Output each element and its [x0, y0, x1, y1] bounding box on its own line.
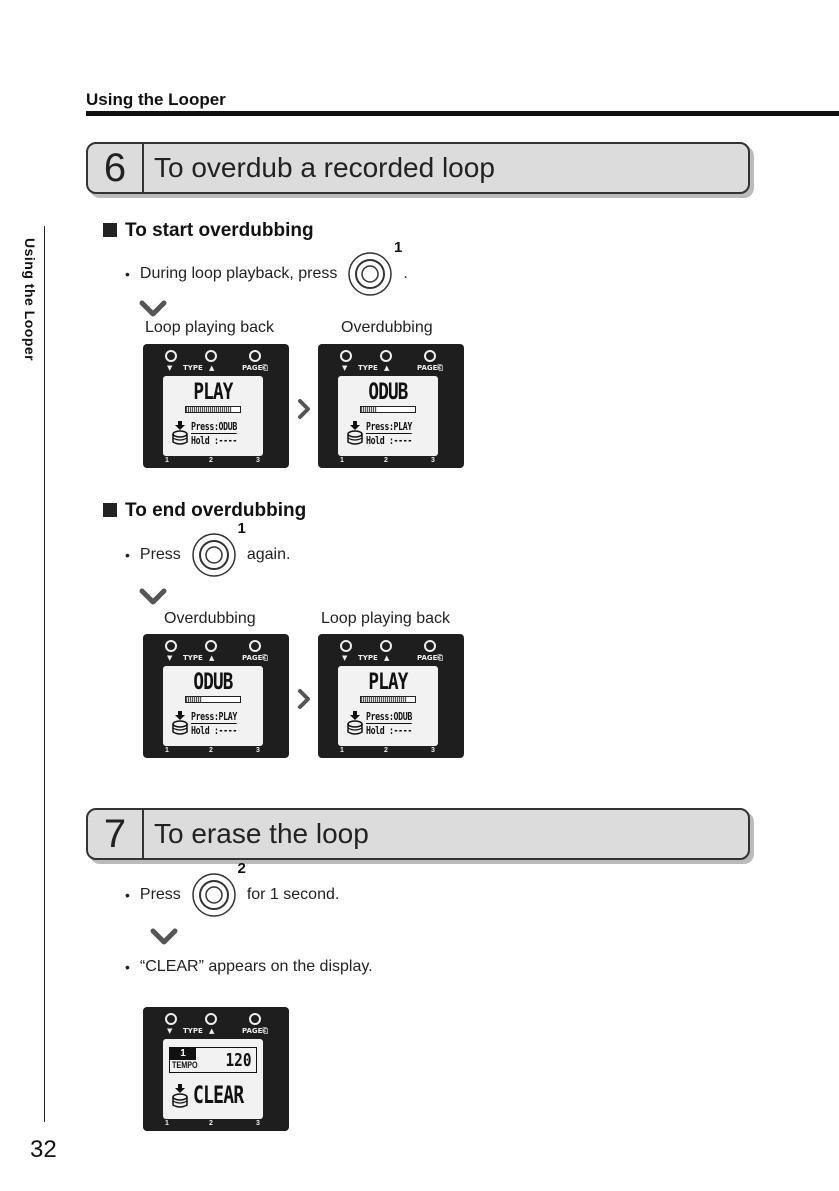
- knob-icon: [249, 350, 261, 362]
- type-label: TYPE: [358, 654, 378, 662]
- start-overdub-heading: To start overdubbing: [103, 220, 314, 242]
- end-overdub-instruction: • Press 1 again.: [125, 532, 290, 578]
- step-6-number: 6: [88, 144, 144, 192]
- clear-note: • “CLEAR” appears on the display.: [125, 958, 373, 975]
- down-arrow-label: ▼: [342, 654, 348, 662]
- section-label: Using the Looper: [86, 90, 226, 109]
- footswitch-number: 3: [256, 1120, 260, 1127]
- lcd-display-play: [318, 634, 464, 758]
- type-label: TYPE: [183, 1027, 203, 1035]
- patch-indicator: 1: [170, 1048, 196, 1060]
- end-overdub-heading: To end overdubbing: [103, 500, 306, 522]
- footswitch-number: 1: [165, 1120, 169, 1127]
- lcd-display-play: [143, 344, 289, 468]
- knob-icon: [249, 1013, 261, 1025]
- hold-action-text: Hold :----: [191, 724, 237, 737]
- looper-drum-icon: [171, 710, 189, 736]
- knob-icon: [424, 640, 436, 652]
- loop-progress-bar: [360, 406, 416, 413]
- screen-mode-text: ODUB: [368, 380, 408, 405]
- knob-icon: [424, 350, 436, 362]
- lcd-display-odub: [143, 634, 289, 758]
- chevron-right-icon: [296, 398, 312, 420]
- page-label: PAGE⎗: [242, 1027, 269, 1035]
- knob-icon: [249, 640, 261, 652]
- page-label: PAGE⎗: [242, 364, 269, 372]
- up-arrow-label: ▲: [209, 654, 215, 662]
- press-action-text: Press:PLAY: [191, 710, 237, 723]
- footswitch-number: 2: [384, 747, 388, 754]
- lcd-screen: [338, 376, 438, 456]
- knob-icon: [165, 350, 177, 362]
- looper-drum-icon: [171, 420, 189, 446]
- lcd-screen: [163, 666, 263, 746]
- footswitch-number: 2: [209, 457, 213, 464]
- tempo-box: [169, 1047, 257, 1073]
- hold-action-text: Hold :----: [191, 434, 237, 447]
- down-arrow-label: ▼: [167, 654, 173, 662]
- page-label: PAGE⎗: [417, 364, 444, 372]
- bullet-dot: •: [125, 959, 130, 975]
- footswitch-button-icon: [191, 860, 246, 918]
- square-bullet-icon: [103, 223, 117, 237]
- chevron-right-icon: [296, 688, 312, 710]
- knob-icon: [205, 640, 217, 652]
- knob-icon: [165, 1013, 177, 1025]
- up-arrow-label: ▲: [384, 654, 390, 662]
- footswitch-number: 2: [209, 1120, 213, 1127]
- bullet-dot: •: [125, 887, 130, 903]
- chevron-down-icon: [150, 928, 178, 946]
- tempo-label: TEMPO: [172, 1060, 198, 1070]
- erase-instruction: • Press 2 for 1 second.: [125, 872, 339, 918]
- loop-progress-bar: [185, 406, 241, 413]
- footswitch-number: 3: [256, 457, 260, 464]
- loop-progress-bar: [360, 696, 416, 703]
- lcd-display-clear: [143, 1007, 289, 1131]
- caption-loop-playing-back: Loop playing back: [321, 610, 450, 627]
- looper-drum-icon: [171, 1083, 189, 1109]
- caption-overdubbing: Overdubbing: [341, 319, 433, 336]
- looper-drum-icon: [346, 710, 364, 736]
- knob-icon: [205, 1013, 217, 1025]
- page-number: 32: [30, 1136, 57, 1163]
- button-number: 1: [237, 520, 246, 537]
- bullet-dot: •: [125, 547, 130, 563]
- lcd-screen: [163, 376, 263, 456]
- up-arrow-label: ▲: [209, 1027, 215, 1035]
- footswitch-number: 2: [209, 747, 213, 754]
- footswitch-number: 2: [384, 457, 388, 464]
- hold-action-text: Hold :----: [366, 724, 412, 737]
- screen-mode-text: ODUB: [193, 670, 233, 695]
- side-section-label: Using the Looper: [22, 238, 38, 362]
- footswitch-number: 3: [431, 747, 435, 754]
- page-label: PAGE⎗: [242, 654, 269, 662]
- step-7-box: [86, 808, 750, 860]
- knob-icon: [165, 640, 177, 652]
- footswitch-button-icon: [347, 239, 403, 297]
- lcd-screen: [338, 666, 438, 746]
- step-6-title: To overdub a recorded loop: [154, 152, 495, 183]
- step-6-box: [86, 142, 750, 194]
- press-action-text: Press:ODUB: [366, 710, 412, 723]
- knob-icon: [340, 350, 352, 362]
- up-arrow-label: ▲: [384, 364, 390, 372]
- footswitch-number: 1: [340, 457, 344, 464]
- caption-loop-playing-back: Loop playing back: [145, 319, 274, 336]
- tempo-value: 120: [225, 1050, 252, 1071]
- footswitch-number: 1: [340, 747, 344, 754]
- type-label: TYPE: [183, 654, 203, 662]
- down-arrow-label: ▼: [342, 364, 348, 372]
- button-number: 2: [237, 860, 246, 877]
- screen-mode-text: PLAY: [368, 670, 408, 695]
- up-arrow-label: ▲: [209, 364, 215, 372]
- looper-drum-icon: [346, 420, 364, 446]
- button-number: 1: [394, 239, 403, 256]
- press-action-text: Press:ODUB: [191, 420, 237, 433]
- footswitch-number: 3: [256, 747, 260, 754]
- chevron-down-icon: [139, 300, 167, 318]
- loop-progress-bar: [185, 696, 241, 703]
- down-arrow-label: ▼: [167, 364, 173, 372]
- knob-icon: [340, 640, 352, 652]
- clear-text: CLEAR: [193, 1081, 244, 1109]
- lcd-display-odub: [318, 344, 464, 468]
- chevron-down-icon: [139, 588, 167, 606]
- footswitch-number: 3: [431, 457, 435, 464]
- knob-icon: [205, 350, 217, 362]
- lcd-screen: [163, 1039, 263, 1119]
- down-arrow-label: ▼: [167, 1027, 173, 1035]
- square-bullet-icon: [103, 503, 117, 517]
- side-rule: [44, 226, 45, 1122]
- footswitch-button-icon: [191, 520, 246, 578]
- start-overdub-instruction: • During loop playback, press 1 .: [125, 251, 408, 297]
- footswitch-number: 1: [165, 747, 169, 754]
- screen-mode-text: PLAY: [193, 380, 233, 405]
- type-label: TYPE: [183, 364, 203, 372]
- knob-icon: [380, 640, 392, 652]
- knob-icon: [380, 350, 392, 362]
- step-7-title: To erase the loop: [154, 818, 369, 849]
- step-7-number: 7: [88, 810, 144, 858]
- page-label: PAGE⎗: [417, 654, 444, 662]
- type-label: TYPE: [358, 364, 378, 372]
- footswitch-number: 1: [165, 457, 169, 464]
- caption-overdubbing: Overdubbing: [164, 610, 256, 627]
- bullet-dot: •: [125, 266, 130, 282]
- hold-action-text: Hold :----: [366, 434, 412, 447]
- header-rule: [86, 111, 839, 116]
- press-action-text: Press:PLAY: [366, 420, 412, 433]
